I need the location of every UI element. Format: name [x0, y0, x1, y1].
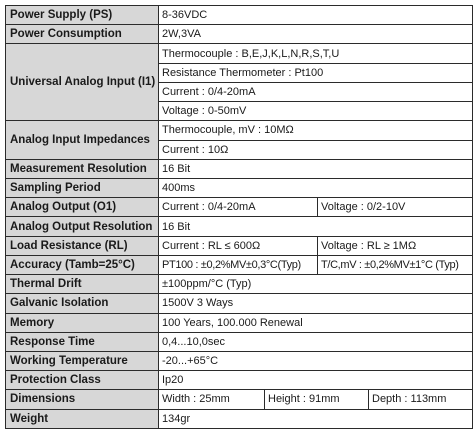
- row-value: Resistance Thermometer : Pt100: [159, 63, 473, 82]
- row-value: T/C,mV : ±0,2%MV±1°C (Typ): [318, 255, 473, 274]
- row-value: 100 Years, 100.000 Renewal: [159, 313, 473, 332]
- row-value: Voltage : 0/2-10V: [318, 198, 473, 217]
- table-row: [6, 236, 473, 255]
- row-value: 2W,3VA: [159, 25, 473, 44]
- row-label: Galvanic Isolation: [6, 294, 159, 313]
- row-value: Depth : 113mm: [369, 390, 473, 409]
- row-label: Power Supply (PS): [6, 6, 159, 25]
- table-row: [6, 313, 473, 332]
- row-label: Analog Output Resolution: [6, 217, 159, 236]
- row-label: Power Consumption: [6, 25, 159, 44]
- row-value: 16 Bit: [159, 159, 473, 178]
- row-value: PT100 : ±0,2%MV±0,3°C(Typ): [159, 255, 318, 274]
- row-value: Current : 0/4-20mA: [159, 82, 473, 101]
- table-row: [6, 294, 473, 313]
- row-label: Thermal Drift: [6, 275, 159, 294]
- table-row: [6, 409, 473, 428]
- row-label: Analog Output (O1): [6, 198, 159, 217]
- row-value: Current : 0/4-20mA: [159, 198, 318, 217]
- row-value: Current : 10Ω: [159, 140, 473, 159]
- table-row: [6, 332, 473, 351]
- row-value: Width : 25mm: [159, 390, 265, 409]
- row-label: Memory: [6, 313, 159, 332]
- row-value: Current : RL ≤ 600Ω: [159, 236, 318, 255]
- table-row: [6, 217, 473, 236]
- row-label: Accuracy (Tamb=25°C): [6, 255, 159, 274]
- row-value: 1500V 3 Ways: [159, 294, 473, 313]
- row-value: 8-36VDC: [159, 6, 473, 25]
- row-value: -20...+65°C: [159, 351, 473, 370]
- row-label: Analog Input Impedances: [6, 121, 159, 159]
- row-value: Thermocouple, mV : 10MΩ: [159, 121, 473, 140]
- table-row: [6, 159, 473, 178]
- table-row: [6, 25, 473, 44]
- row-label: Sampling Period: [6, 178, 159, 197]
- table-row: [6, 275, 473, 294]
- table-row: [6, 371, 473, 390]
- row-label: Response Time: [6, 332, 159, 351]
- table-row: [6, 255, 473, 274]
- row-value: 0,4...10,0sec: [159, 332, 473, 351]
- row-label: Measurement Resolution: [6, 159, 159, 178]
- row-value: Voltage : RL ≥ 1MΩ: [318, 236, 473, 255]
- row-label: Dimensions: [6, 390, 159, 409]
- table-row: [6, 351, 473, 370]
- row-value: Height : 91mm: [265, 390, 369, 409]
- table-row: [6, 6, 473, 25]
- table-row: [6, 121, 473, 140]
- row-value: 16 Bit: [159, 217, 473, 236]
- row-label: Working Temperature: [6, 351, 159, 370]
- row-label: Load Resistance (RL): [6, 236, 159, 255]
- row-label: Universal Analog Input (I1): [6, 44, 159, 121]
- specifications-table: [5, 5, 473, 429]
- row-value: 134gr: [159, 409, 473, 428]
- table-row: [6, 198, 473, 217]
- row-value: Voltage : 0-50mV: [159, 102, 473, 121]
- table-row: [6, 44, 473, 63]
- row-label: Protection Class: [6, 371, 159, 390]
- table-row: [6, 390, 473, 409]
- row-value: 400ms: [159, 178, 473, 197]
- row-value: Ip20: [159, 371, 473, 390]
- row-label: Weight: [6, 409, 159, 428]
- table-row: [6, 178, 473, 197]
- row-value: Thermocouple : B,E,J,K,L,N,R,S,T,U: [159, 44, 473, 63]
- row-value: ±100ppm/°C (Typ): [159, 275, 473, 294]
